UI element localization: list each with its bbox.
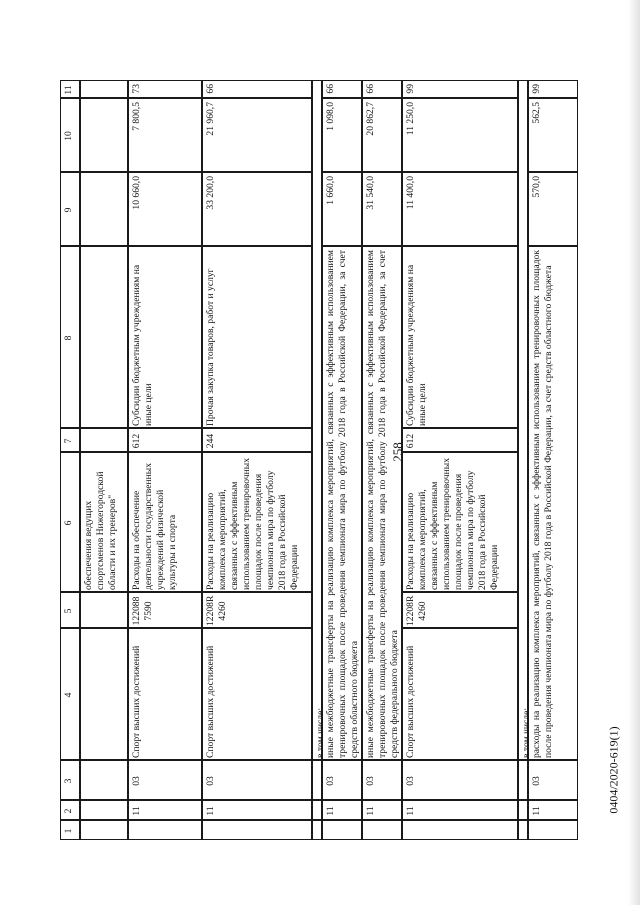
row-2-col-9-text: 33 200,0 — [205, 176, 216, 210]
header-col-3 — [60, 760, 80, 800]
document-code: 0404/2020-619(1) — [606, 726, 621, 814]
row-6-col-9-text: 11 400,0 — [405, 176, 416, 210]
row-2-col-3-text: 03 — [205, 776, 216, 786]
header-col-3-text: 3 — [63, 778, 74, 784]
row-1-col-6 — [128, 452, 202, 592]
row-6-col-9 — [402, 172, 518, 246]
row-4-col-11 — [322, 80, 362, 98]
header-col-2-text: 2 — [63, 808, 74, 814]
header-col-1 — [60, 820, 80, 840]
row-6-col-6-text: Расходы на реализацию комплекса мероприятий, связанных с эффективным использованием тренировочных площадок после проведения чемпионата мира по футболу 2018 года в Российской Федерации — [405, 458, 500, 590]
row-6-col-7-text: 612 — [405, 433, 416, 449]
row-5-merged-text — [362, 246, 402, 760]
row-2-col-4 — [202, 628, 312, 760]
row-8-col-2-text: 11 — [531, 806, 542, 816]
row-4-col-10-text: 1 098,0 — [325, 102, 336, 131]
row-2-col-8 — [202, 246, 312, 428]
row-1-col-8-text: Субсидии бюджетным учреждениям на иные цели — [131, 264, 154, 426]
row-4-merged-text — [322, 246, 362, 760]
row-8-merged-text-text: расходы на реализацию комплекса мероприятий, связанных с эффективным использованием тренировочных площадок после проведения чемпионата мира по футболу 2018 года в Российской Федерации, за счет средств областного бюджета — [531, 250, 554, 758]
row-1-col-5-text: 122088 7590 — [131, 596, 154, 626]
row-0-col-2 — [80, 800, 128, 820]
row-3-label — [312, 80, 326, 760]
row-6-col-8-text: Субсидии бюджетным учреждениям на иные цели — [405, 264, 428, 426]
row-8-col-10 — [528, 98, 578, 172]
row-1-col-5 — [128, 592, 202, 628]
header-col-4 — [60, 628, 80, 760]
row-2-col-11-text: 66 — [205, 84, 216, 94]
row-1-col-3 — [128, 760, 202, 800]
row-5-col-3-text: 03 — [365, 776, 376, 786]
row-7-label-text: в том числе: — [521, 707, 532, 758]
header-col-7 — [60, 428, 80, 452]
row-2-col-6-text: Расходы на реализацию комплекса мероприятий, связанных с эффективным использованием тренировочных площадок после проведения чемпионата мира по футболу 2018 года в Российской Федерации — [205, 458, 300, 590]
row-2-col-11 — [202, 80, 312, 98]
row-5-col-9-text: 31 540,0 — [365, 176, 376, 210]
row-8-col-3-text: 03 — [531, 776, 542, 786]
row-7-col-1 — [518, 820, 528, 840]
row-2-col-8-text: Прочая закупка товаров, работ и услуг — [205, 268, 216, 426]
row-6-col-5 — [402, 592, 518, 628]
header-col-1-text: 1 — [63, 828, 74, 834]
row-2-col-3 — [202, 760, 312, 800]
row-1-col-6-text: Расходы на обеспечение деятельности государственных учреждений физической культуры и спорта — [131, 462, 178, 590]
row-8-col-2 — [528, 800, 578, 820]
row-3-col-1 — [312, 820, 322, 840]
row-4-col-11-text: 66 — [325, 84, 336, 94]
row-2-col-1 — [202, 820, 312, 840]
header-col-7-text: 7 — [63, 438, 74, 444]
row-4-col-9 — [322, 172, 362, 246]
row-1-col-9-text: 10 660,0 — [131, 176, 142, 210]
row-2-col-4-text: Спорт высших достижений — [205, 645, 216, 758]
row-5-col-2-text: 11 — [365, 806, 376, 816]
header-col-9-text: 9 — [63, 207, 74, 213]
row-8-col-11-text: 99 — [531, 84, 542, 94]
row-6-col-10 — [402, 98, 518, 172]
header-col-4-text: 4 — [63, 692, 74, 698]
row-0-col-5 — [80, 592, 128, 628]
scan-edge-shadow — [628, 0, 640, 905]
row-6-col-11 — [402, 80, 518, 98]
row-5-col-1 — [362, 820, 402, 840]
row-5-col-9 — [362, 172, 402, 246]
row-6-col-2 — [402, 800, 518, 820]
row-8-col-1 — [528, 820, 578, 840]
row-8-col-11 — [528, 80, 578, 98]
row-4-col-2-text: 11 — [325, 806, 336, 816]
header-col-11-text: 11 — [63, 85, 74, 95]
row-6-col-10-text: 11 250,0 — [405, 102, 416, 136]
row-0-col-6-text: обеспечения ведущих спортсменов Нижегородской области и их тренеров" — [83, 471, 118, 590]
row-6-col-2-text: 11 — [405, 806, 416, 816]
row-4-col-1 — [322, 820, 362, 840]
page-number: 258 — [390, 442, 405, 462]
row-0-col-7 — [80, 428, 128, 452]
row-5-col-10-text: 20 862,7 — [365, 102, 376, 136]
header-col-8 — [60, 246, 80, 428]
header-col-2 — [60, 800, 80, 820]
row-6-col-1 — [402, 820, 518, 840]
row-1-col-4 — [128, 628, 202, 760]
row-1-col-10 — [128, 98, 202, 172]
row-5-col-11 — [362, 80, 402, 98]
row-1-col-11-text: 73 — [131, 84, 142, 94]
row-3-col-3 — [312, 760, 322, 800]
header-col-5-text: 5 — [63, 608, 74, 614]
row-1-col-2-text: 11 — [131, 806, 142, 816]
row-2-col-5-text: 12208R 4260 — [205, 595, 228, 626]
header-col-6 — [60, 452, 80, 592]
row-1-col-7 — [128, 428, 202, 452]
header-col-6-text: 6 — [63, 520, 74, 526]
row-3-col-2 — [312, 800, 322, 820]
row-4-col-3 — [322, 760, 362, 800]
row-4-col-2 — [322, 800, 362, 820]
row-6-col-8 — [402, 246, 518, 428]
row-6-col-6 — [402, 452, 518, 592]
row-1-col-10-text: 7 800,5 — [131, 102, 142, 131]
row-6-col-7 — [402, 428, 518, 452]
row-6-col-3-text: 03 — [405, 776, 416, 786]
row-2-col-2-text: 11 — [205, 806, 216, 816]
row-2-col-7 — [202, 428, 312, 452]
row-8-merged-text — [528, 246, 578, 760]
row-6-col-3 — [402, 760, 518, 800]
row-5-merged-text-text: иные межбюджетные трансферты на реализацию комплекса мероприятий, связанных с эффективным использованием тренировочных площадок после проведения чемпионата мира по футболу 2018 года в Российской Федерации, за счет средств федерального бюджета — [365, 250, 400, 758]
row-8-col-9-text: 570,0 — [531, 176, 542, 198]
row-4-col-3-text: 03 — [325, 776, 336, 786]
row-5-col-10 — [362, 98, 402, 172]
row-5-col-2 — [362, 800, 402, 820]
row-7-col-3 — [518, 760, 528, 800]
row-1-col-4-text: Спорт высших достижений — [131, 645, 142, 758]
row-5-col-3 — [362, 760, 402, 800]
row-4-merged-text-text: иные межбюджетные трансферты на реализацию комплекса мероприятий, связанных с эффективным использованием тренировочных площадок после проведения чемпионата мира по футболу 2018 года в Российской Федерации, за счет средств областного бюджета — [325, 250, 360, 758]
row-1-col-2 — [128, 800, 202, 820]
row-6-col-5-text: 12208R 4260 — [405, 595, 428, 626]
row-4-col-10 — [322, 98, 362, 172]
row-1-col-1 — [128, 820, 202, 840]
row-8-col-9 — [528, 172, 578, 246]
header-col-5 — [60, 592, 80, 628]
row-1-col-8 — [128, 246, 202, 428]
row-0-col-8 — [80, 246, 128, 428]
row-2-col-10 — [202, 98, 312, 172]
row-0-col-9 — [80, 172, 128, 246]
row-2-col-2 — [202, 800, 312, 820]
row-0-col-1 — [80, 820, 128, 840]
row-7-label — [518, 80, 532, 760]
row-1-col-9 — [128, 172, 202, 246]
row-0-col-6 — [80, 452, 128, 592]
row-0-col-10 — [80, 98, 128, 172]
row-6-col-11-text: 99 — [405, 84, 416, 94]
row-8-col-3 — [528, 760, 578, 800]
header-col-10-text: 10 — [63, 131, 74, 141]
row-0-col-11 — [80, 80, 128, 98]
row-6-col-4-text: Спорт высших достижений — [405, 645, 416, 758]
row-2-col-6 — [202, 452, 312, 592]
row-6-col-4 — [402, 628, 518, 760]
row-0-col-4 — [80, 628, 128, 760]
row-1-col-3-text: 03 — [131, 776, 142, 786]
header-col-10 — [60, 98, 80, 172]
row-5-col-11-text: 66 — [365, 84, 376, 94]
row-2-col-5 — [202, 592, 312, 628]
row-2-col-10-text: 21 960,7 — [205, 102, 216, 136]
row-2-col-9 — [202, 172, 312, 246]
row-3-label-text: в том числе: — [315, 707, 326, 758]
row-1-col-11 — [128, 80, 202, 98]
header-col-8-text: 8 — [63, 335, 74, 341]
row-8-col-10-text: 562,5 — [531, 102, 542, 124]
header-col-11 — [60, 80, 80, 98]
row-2-col-7-text: 244 — [205, 433, 216, 449]
row-0-col-3 — [80, 760, 128, 800]
row-7-col-2 — [518, 800, 528, 820]
header-col-9 — [60, 172, 80, 246]
row-4-col-9-text: 1 660,0 — [325, 176, 336, 205]
row-1-col-7-text: 612 — [131, 433, 142, 449]
